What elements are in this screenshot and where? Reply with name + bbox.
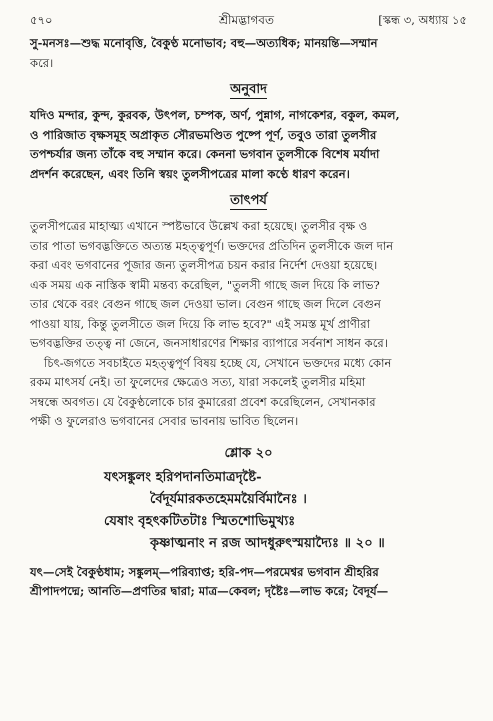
purport-text xyxy=(30,217,467,432)
translation-line: যদিও মন্দার, কুন্দ, কুরবক, উৎপল, চম্পক, অর্ণ, পুন্নাগ, নাগকেশর, বকুল, কমল, xyxy=(30,108,400,122)
synonyms-top-line-2: করে। xyxy=(30,55,54,70)
purport-line: তার থেকে বরং বেগুন গাছে জল দেওয়া ভাল। বেগুন গাছে জল দিলে বেগুন xyxy=(30,297,381,311)
purport-line: চিৎ-জগতে সবচাইতে মহত্ত্বপূর্ণ বিষয় হচ্ছে যে, সেখানে ভক্তদের মধ্যে কোন xyxy=(44,355,392,370)
purport-line: ভগবদ্ভক্তির তত্ত্ব না জেনে, জনসাধারণের শিক্ষার ব্যাপারে সর্বনাশ সাধন করে। xyxy=(30,336,388,350)
verse-text xyxy=(30,467,467,555)
page-number: ৫৭০ xyxy=(30,13,53,27)
synonyms-bottom-line-1: যৎ—সেই বৈকুণ্ঠধাম; সঙ্কুলম্—পরিব্যাপ্ত; হরি-পদ—পরমেশ্বর ভগবান শ্রীহরির xyxy=(30,564,379,579)
purport-line: করা এবং ভগবানের পূজার জন্য তুলসীপত্র চয়ন করার নির্দেশ দেওয়া হয়েছে। xyxy=(30,258,378,272)
synonyms-top-line-1: সু-মনসঃ—শুদ্ধ মনোবৃত্তি, বৈকুণ্ঠ মনোভাব; বহু—অত্যধিক; মানয়ন্তি—সম্মান xyxy=(30,36,378,50)
translation-line: ও পারিজাত বৃক্ষসমূহ অপ্রাকৃত সৌরভমণ্ডিত পুষ্পে পূর্ণ, তবুও তারা তুলসীর xyxy=(30,127,377,142)
verse-line: র্বৈদূর্যমারকতহেমময়ৈর্বিমানৈঃ । xyxy=(150,491,307,507)
translation-heading: অনুবাদ xyxy=(230,82,267,97)
purport-line: পাওয়া যায়, কিন্তু তুলসীতে জল দিয়ে কি লাভ হবে?" এই সমস্ত মূর্খ প্রাণীরা xyxy=(30,316,370,331)
verse-line: কৃষ্ণাত্মনাং ন রজ আদধুরুৎস্ময়াদ্যৈঃ ॥ ২০ ॥ xyxy=(150,535,385,551)
synonyms-bottom-line-2: শ্রীপাদপদ্মে; আনতি—প্রণতির দ্বারা; মাত্র—কেবল; দৃষ্টৈঃ—লাভ করে; বৈদূর্য— xyxy=(30,584,389,598)
purport-line: তার পাতা ভগবদ্ভক্তিতে অত্যন্ত মহত্ত্বপূর্ণ। ভক্তদের প্রতিদিন তুলসীকে জল দান xyxy=(30,238,394,253)
verse-line: যৎসঙ্কুলং হরিপদানতিমাত্রদৃষ্টৈ- xyxy=(104,469,262,485)
purport-line: তুলসীপত্রের মাহাত্ম্য এখানে স্পষ্টভাবে উল্লেখ করা হয়েছে। তুলসীর বৃক্ষ ও xyxy=(30,219,368,233)
chapter-reference: [স্কন্ধ ৩, অধ্যায় ১৫ xyxy=(378,13,467,27)
synonyms-bottom xyxy=(30,563,467,602)
translation-text xyxy=(30,106,467,184)
book-title: শ্রীমদ্ভাগবত xyxy=(218,13,274,27)
purport-line: এক সময় এক নাস্তিক স্বামী মন্তব্য করেছিল, "তুলসী গাছে জল দিয়ে কি লাভ? xyxy=(30,277,380,292)
verse-line: যেষাং বৃহৎকটিতটাঃ স্মিতশোভিমুখ্যঃ xyxy=(104,513,296,529)
purport-line: পক্ষী ও ফুলেরাও ভগবানের সেবার ভাবনায় ভাবিত ছিলেন। xyxy=(30,414,299,428)
purport-heading: তাৎপর্য xyxy=(230,193,267,208)
translation-line: প্রদর্শন করেছেন, এবং তিনি স্বয়ং তুলসীপত্রের মালা কণ্ঠে ধারণ করেন। xyxy=(30,166,350,181)
purport-line: সম্বন্ধে অবগত। যে বৈকুণ্ঠলোকে চার কুমারেরা প্রবেশ করেছিলেন, সেখানকার xyxy=(30,394,376,409)
purport-line: রকম মাৎসর্য নেই। তা ফুলেদের ক্ষেত্রেও সত্য, যারা সকলেই তুলসীর মহিমা xyxy=(30,375,366,389)
verse-title: শ্লোক ২০ xyxy=(224,445,273,461)
translation-line: তপশ্চর্যার জন্য তাঁকে বহু সম্মান করে। কেননা ভগবান তুলসীকে বিশেষ মর্যাদা xyxy=(30,147,380,161)
page-header xyxy=(30,12,467,30)
